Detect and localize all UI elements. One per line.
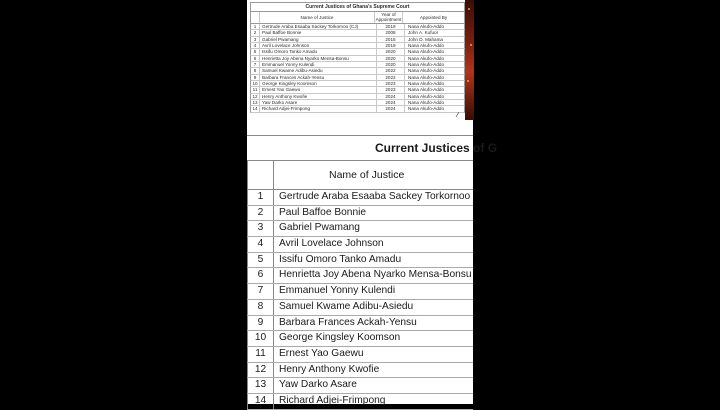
mini-header-name: Name of Justice — [260, 12, 375, 23]
mini-header-year — [375, 12, 403, 23]
zoomed-table-row — [247, 394, 473, 410]
mini-cell-year: 2022 — [377, 75, 405, 80]
mini-cell-appointed-by: Nana Akufo-Addo — [408, 74, 445, 80]
mini-cell-year: 2024 — [377, 100, 405, 105]
mini-cell-number: 4 — [251, 43, 260, 48]
mini-cell-name: Barbara Frances Ackah-Yensu — [260, 75, 377, 80]
zoomed-table-row — [247, 363, 473, 379]
mini-cell-name: Emmanuel Yonny Kulendi — [260, 62, 377, 67]
zoomed-cell-name: Gertrude Araba Esaaba Sackey Torkornoo — [279, 191, 471, 202]
zoomed-cell-name: Gabriel Pwamang — [279, 222, 360, 234]
mini-table-body — [250, 24, 465, 113]
mini-cell-appointed-by: Nana Akufo-Addo — [408, 55, 445, 61]
mini-cell-number: 14 — [251, 106, 260, 111]
mini-cell-number: 3 — [251, 37, 260, 42]
mini-cell-appointed-by: Nana Akufo-Addo — [408, 49, 445, 55]
mini-cell-name: Ernest Yao Gaewu — [260, 87, 377, 92]
zoomed-table-row — [247, 378, 473, 394]
mini-header-year-line1: Year of — [381, 11, 396, 17]
zoomed-cell-number: 8 — [247, 300, 274, 315]
mini-cell-number: 9 — [251, 75, 260, 80]
zoomed-cell-name: Paul Baffoe Bonnie — [279, 206, 367, 218]
mini-cell-number: 7 — [251, 62, 260, 67]
glow-spark-icon — [470, 44, 472, 46]
mini-header-appointed-by: Appointed By — [419, 15, 448, 20]
mini-cell-number: 13 — [251, 100, 260, 105]
document-panel — [247, 0, 498, 406]
zoomed-cell-number: 11 — [247, 347, 274, 362]
zoomed-cell-name: Samuel Kwame Adibu-Asiedu — [279, 300, 414, 312]
mini-cell-year: 2019 — [377, 24, 405, 29]
zoomed-table-row — [247, 300, 473, 316]
mini-cell-name: Issifu Omoro Tanko Amadu — [260, 49, 377, 54]
mini-table-header — [250, 12, 465, 24]
zoomed-table-row — [247, 331, 473, 347]
zoomed-table-title: Current Justices of G — [247, 135, 473, 161]
zoomed-table-row — [247, 268, 473, 284]
mini-cell-appointed-by: Nana Akufo-Addo — [408, 100, 445, 106]
mini-cell-name: Gertrude Araba Esaaba Sackey Torkornoo (CJ) — [260, 24, 377, 29]
mini-cell-appointed-by: Nana Akufo-Addo — [408, 43, 445, 49]
mini-cell-number: 11 — [251, 87, 260, 92]
zoomed-table-row — [247, 316, 473, 332]
mini-cell-year: 2008 — [377, 30, 405, 35]
mini-cell-name: Richard Adjei-Frimpong — [260, 106, 377, 111]
mini-cell-number: 10 — [251, 81, 260, 86]
mini-cell-number: 5 — [251, 49, 260, 54]
mini-table — [250, 2, 465, 113]
mini-cell-name: Henry Anthony Kwofie — [260, 94, 377, 99]
zoomed-cell-number: 3 — [247, 221, 274, 236]
zoomed-cell-number: 12 — [247, 363, 274, 378]
mini-cell-appointed-by: John A. Kufuor — [408, 30, 439, 36]
mini-cell-number: 6 — [251, 56, 260, 61]
mini-cell-appointed-by: Nana Akufo-Addo — [408, 81, 445, 87]
zoomed-table-row — [247, 253, 473, 269]
mini-cell-year: 2020 — [377, 62, 405, 67]
zoomed-cell-number: 5 — [247, 253, 274, 268]
zoomed-cell-number: 13 — [247, 378, 274, 393]
zoomed-cell-name: Issifu Omoro Tanko Amadu — [279, 253, 402, 265]
mini-table-title: Current Justices of Ghana's Supreme Court — [250, 2, 465, 12]
mini-cell-year: 2022 — [377, 68, 405, 73]
mini-cell-appointed-by: John D. Mahama — [408, 36, 443, 42]
mini-cell-name: George Kingsley Koomson — [260, 81, 377, 86]
mini-cell-year: 2015 — [377, 37, 405, 42]
zoomed-cell-name: Henrietta Joy Abena Nyarko Mensa-Bonsu — [279, 269, 472, 281]
zoomed-cell-number: 10 — [247, 331, 274, 346]
zoomed-table-row — [247, 284, 473, 300]
mini-table-row — [250, 106, 465, 112]
mini-cell-appointed-by: Nana Akufo-Addo — [408, 93, 445, 99]
text-cursor-icon — [455, 111, 460, 118]
mini-cell-number: 1 — [251, 24, 260, 29]
mini-cell-appointed-by: Nana Akufo-Addo — [408, 87, 445, 93]
zoomed-cell-number: 6 — [247, 268, 274, 283]
mini-header-no — [251, 12, 260, 23]
mini-cell-name: Paul Baffoe Bonnie — [260, 30, 377, 35]
zoomed-cell-number: 2 — [247, 206, 274, 221]
mini-cell-year: 2024 — [377, 106, 405, 111]
mini-cell-number: 2 — [251, 30, 260, 35]
mini-cell-name: Henrietta Joy Abena Nyarko Mensa-Bonsu — [260, 56, 377, 61]
glow-spark-icon — [468, 8, 470, 10]
zoomed-table-row — [247, 347, 473, 363]
mini-cell-appointed-by: Nana Akufo-Addo — [408, 24, 445, 29]
zoomed-table — [247, 135, 498, 410]
mini-cell-appointed-by: Nana Akufo-Addo — [408, 68, 445, 74]
mini-cell-year: 2023 — [377, 81, 405, 86]
zoomed-cell-number: 4 — [247, 237, 274, 252]
zoomed-cell-name: Emmanuel Yonny Kulendi — [279, 285, 396, 297]
zoomed-cell-name: Barbara Frances Ackah-Yensu — [279, 316, 417, 328]
mini-cell-name: Gabriel Pwamang — [260, 37, 377, 42]
zoomed-header-name: Name of Justice — [329, 169, 405, 181]
zoomed-header-no — [247, 161, 274, 189]
zoomed-cell-name: Avril Lovelace Johnson — [279, 238, 384, 250]
mini-cell-name: Samuel Kwame Adibu-Asiedu — [260, 68, 377, 73]
mini-cell-year: 2024 — [377, 94, 405, 99]
zoomed-table-body — [247, 190, 473, 410]
mini-cell-year: 2023 — [377, 87, 405, 92]
zoomed-table-row — [247, 237, 473, 253]
zoomed-cell-name: Richard Adjei-Frimpong — [279, 394, 386, 406]
mini-cell-number: 12 — [251, 94, 260, 99]
mini-header-year-line2: Appointment — [375, 16, 402, 22]
mini-cell-year: 2019 — [377, 43, 405, 48]
zoomed-cell-number: 1 — [247, 190, 274, 205]
mini-cell-year: 2020 — [377, 56, 405, 61]
mini-cell-year: 2020 — [377, 49, 405, 54]
mini-cell-appointed-by: Nana Akufo-Addo — [408, 62, 445, 68]
zoomed-cell-number: 7 — [247, 284, 274, 299]
zoomed-table-row — [247, 190, 473, 206]
zoomed-table-row — [247, 206, 473, 222]
glow-spark-icon — [467, 80, 469, 82]
zoomed-cell-name: Henry Anthony Kwofie — [279, 363, 380, 375]
background-video-strip — [465, 0, 474, 120]
zoomed-cell-name: Yaw Darko Asare — [279, 379, 357, 391]
zoomed-cell-name: Ernest Yao Gaewu — [279, 347, 364, 359]
mini-cell-name: Avril Lovelace Johnson — [260, 43, 377, 48]
mini-cell-appointed-by: Nana Akufo-Addo — [408, 106, 445, 112]
zoomed-cell-number: 14 — [247, 394, 274, 409]
zoomed-cell-name: George Kingsley Koomson — [279, 332, 401, 344]
zoomed-table-row — [247, 221, 473, 237]
mini-cell-number: 8 — [251, 68, 260, 73]
zoomed-table-header — [247, 161, 473, 190]
zoomed-cell-number: 9 — [247, 316, 274, 331]
mini-cell-name: Yaw Darko Asare — [260, 100, 377, 105]
